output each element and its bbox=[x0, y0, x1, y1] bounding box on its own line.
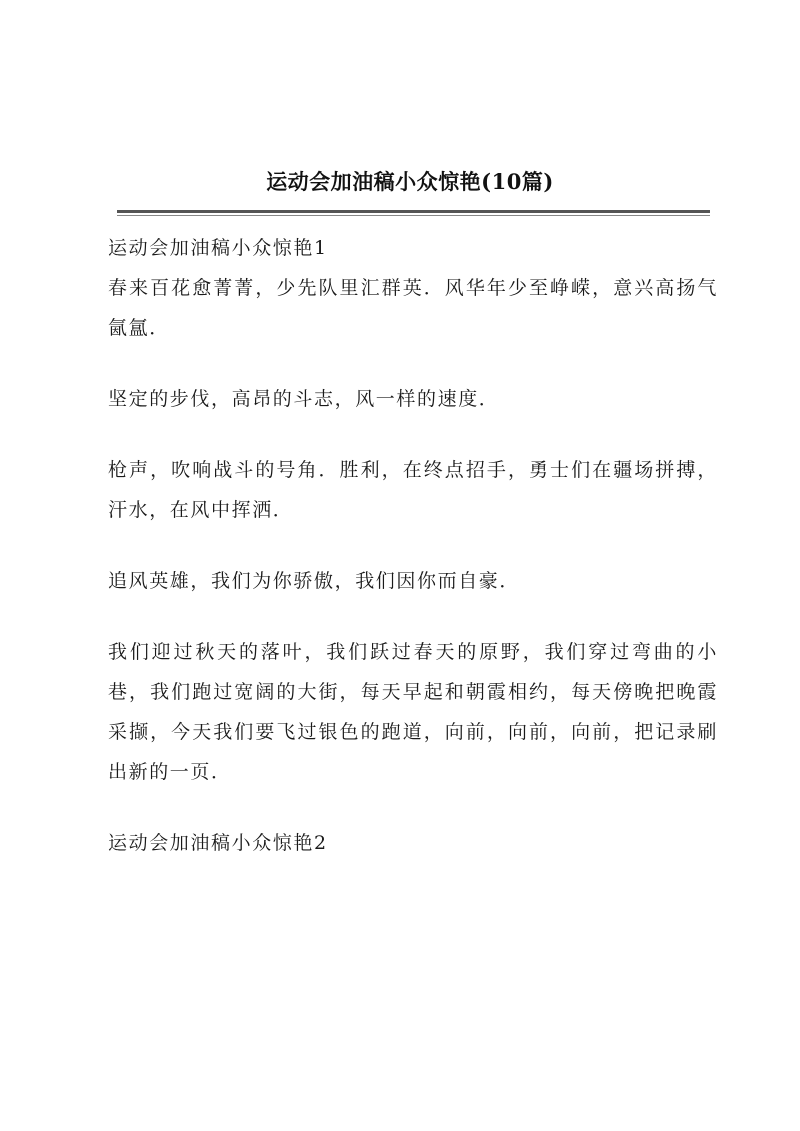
paragraph-spacer bbox=[108, 348, 718, 379]
body-paragraph: 枪声，吹响战斗的号角．胜利，在终点招手，勇士们在疆场拼搏，汗水，在风中挥洒． bbox=[108, 459, 718, 521]
body-paragraph: 我们迎过秋天的落叶，我们跃过春天的原野，我们穿过弯曲的小巷，我们跑过宽阔的大街，每天早起和朝霞相约，每天傍晚把晚霞采撷，今天我们要飞过银色的跑道，向前，向前，向前，把记录刷出新的一页． bbox=[108, 641, 718, 783]
paragraph-spacer bbox=[108, 601, 718, 632]
section-heading: 运动会加油稿小众惊艳2 bbox=[108, 832, 328, 854]
body-paragraph: 春来百花愈菁菁，少先队里汇群英．风华年少至峥嵘，意兴高扬气氤氲． bbox=[108, 277, 718, 339]
paragraph-spacer bbox=[108, 530, 718, 561]
title-divider bbox=[117, 210, 710, 216]
paragraph-spacer bbox=[108, 419, 718, 450]
document-title: 运动会加油稿小众惊艳(10篇) bbox=[266, 169, 554, 194]
body-paragraph: 追风英雄，我们为你骄傲，我们因你而自豪． bbox=[108, 570, 521, 592]
paragraph-spacer bbox=[108, 792, 718, 823]
title-divider-thick bbox=[117, 210, 710, 213]
body-paragraph: 坚定的步伐，高昂的斗志，风一样的速度． bbox=[108, 388, 500, 410]
title-divider-thin bbox=[117, 215, 710, 216]
section-heading: 运动会加油稿小众惊艳1 bbox=[108, 237, 328, 259]
document-body bbox=[108, 228, 718, 863]
